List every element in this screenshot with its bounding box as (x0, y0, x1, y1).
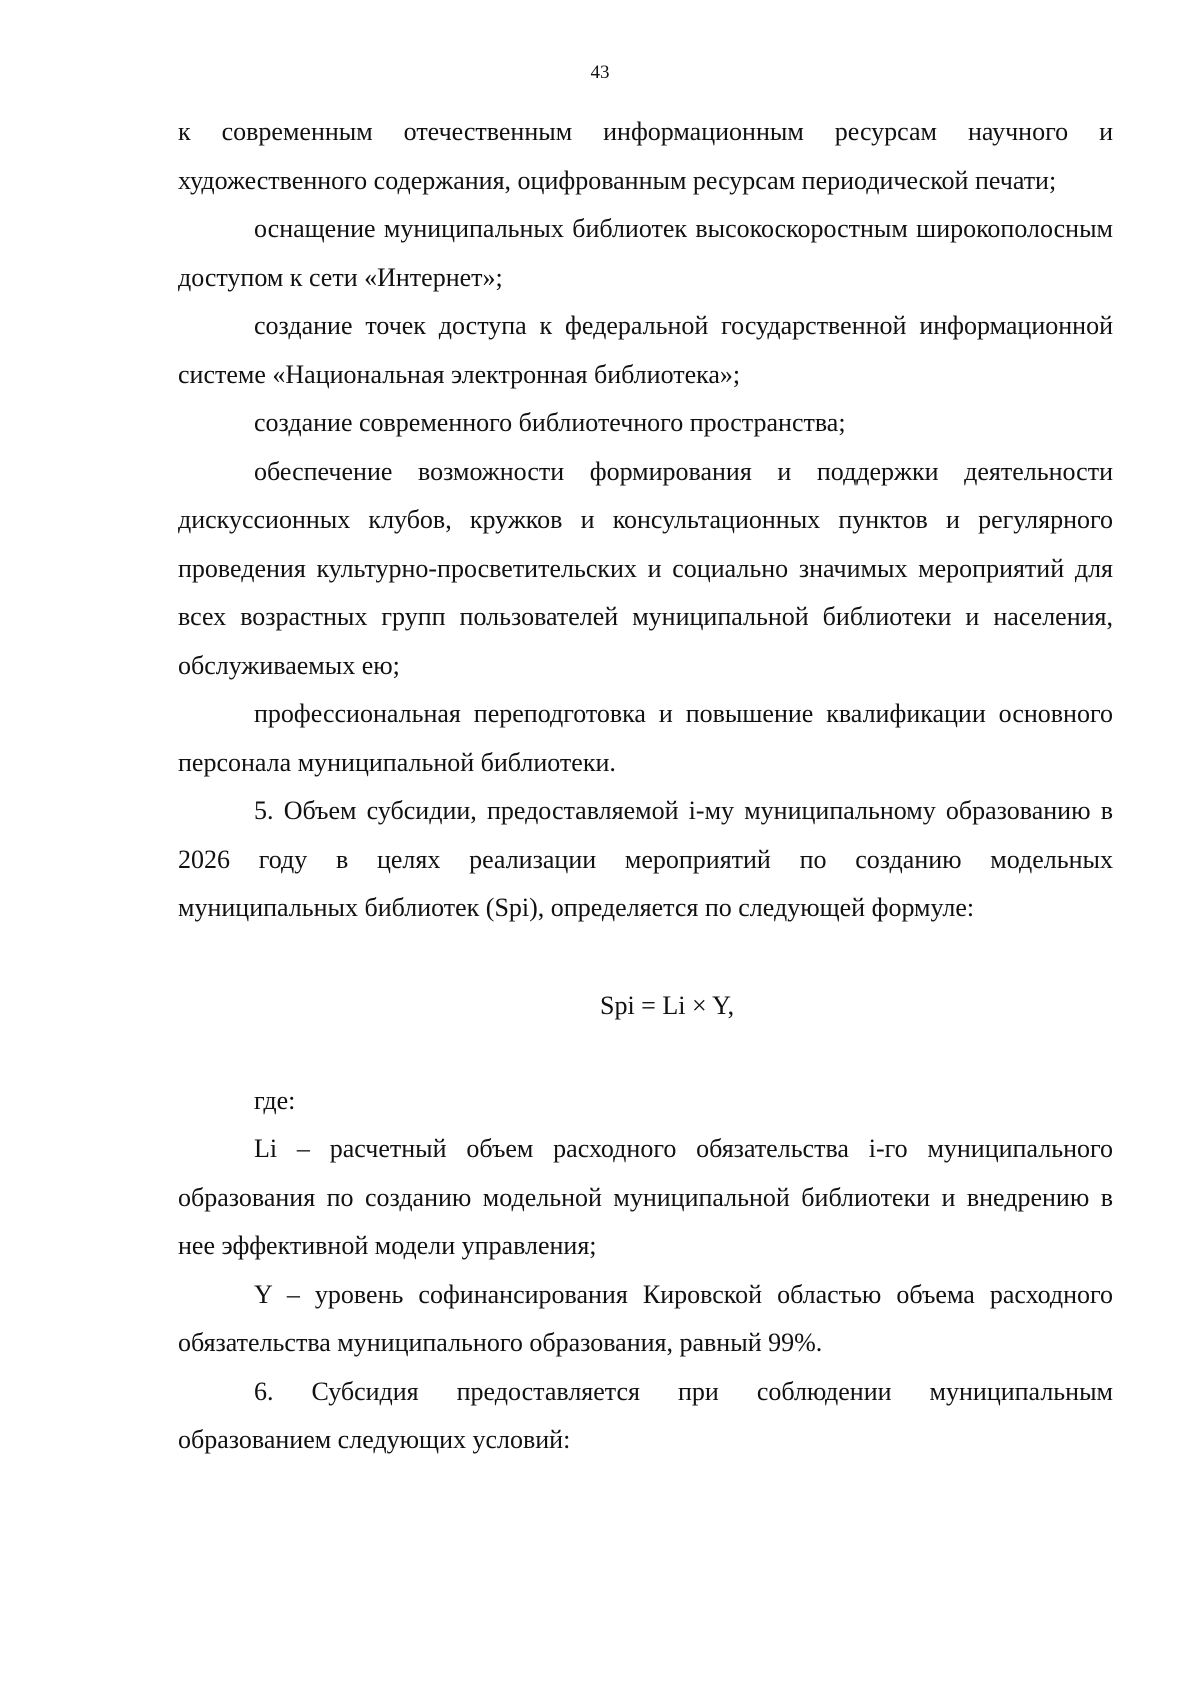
paragraph-clubs-events: обеспечение возможности формирования и поддержки деятельности дискуссионных клубов, кружков и консультационных пунктов и регулярного проведения культурно-просветительских и социально значимых мероприятий для всех возрастных групп пользователей муниципальной библиотеки и населения, обслуживаемых ею; (178, 456, 1113, 680)
paragraph-internet-access: оснащение муниципальных библиотек высокоскоростным широкополосным доступом к сети «Интернет»; (178, 214, 1113, 292)
page-number: 43 (590, 62, 610, 83)
document-body (178, 108, 1113, 1465)
paragraph-library-space: создание современного библиотечного пространства; (254, 408, 846, 437)
paragraph-where: где: (254, 1085, 296, 1115)
subsidy-formula: Spi = Li × Y, (600, 990, 735, 1020)
paragraph-y-definition: Y – уровень софинансирования Кировской областью объема расходного обязательства муниципального образования, равный 99%. (178, 1279, 1113, 1357)
paragraph-access-points: создание точек доступа к федеральной государственной информационной системе «Национальная электронная библиотека»; (178, 311, 1113, 389)
paragraph-li-definition: Li – расчетный объем расходного обязательства i-го муниципального образования по созданию модельной муниципальной библиотеки и внедрению в нее эффективной модели управления; (178, 1134, 1113, 1260)
paragraph-subsidy-volume: 5. Объем субсидии, предоставляемой i-му муниципальному образованию в 2026 году в целях реализации мероприятий по созданию модельных муниципальных библиотек (Spi), определяется по следующей формуле: (178, 796, 1113, 922)
paragraph-staff-training: профессиональная переподготовка и повышение квалификации основного персонала муниципальной библиотеки. (178, 699, 1113, 777)
paragraph-subsidy-conditions: 6. Субсидия предоставляется при соблюдении муниципальным образованием следующих условий: (178, 1376, 1113, 1454)
paragraph-resources: к современным отечественным информационным ресурсам научного и художественного содержания, оцифрованным ресурсам периодической печати; (178, 117, 1113, 195)
